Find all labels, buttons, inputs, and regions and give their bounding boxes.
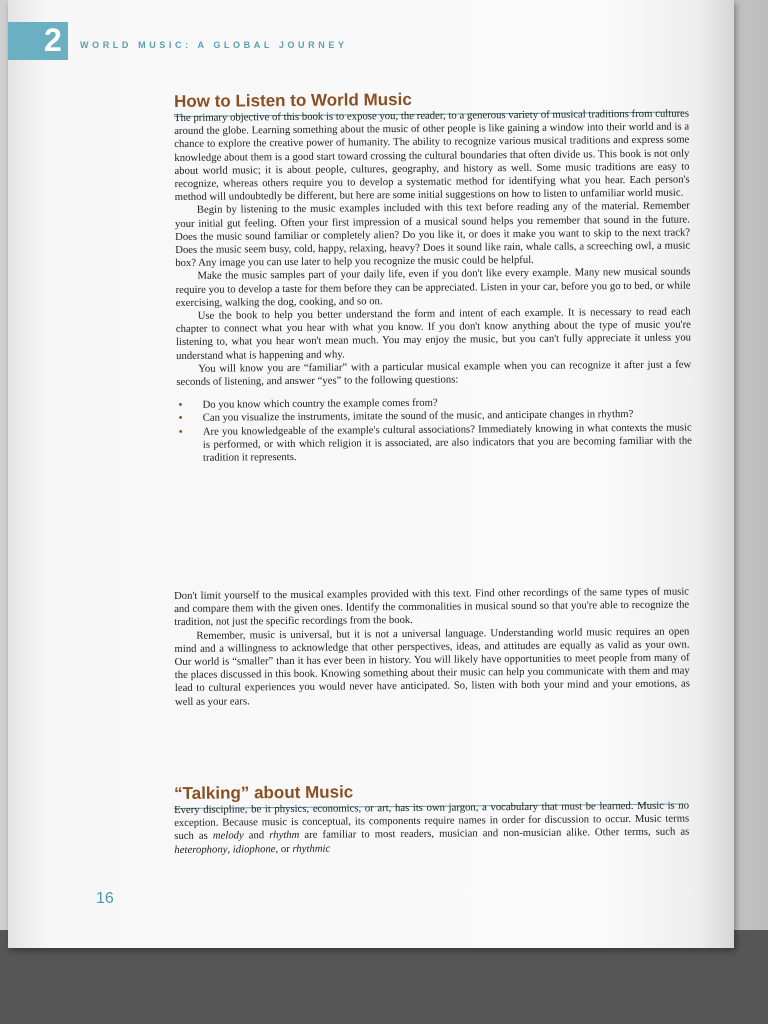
text-run: and [243, 829, 270, 842]
section-body-listen [174, 108, 692, 478]
text-run: are familiar to most readers, musician and non-musician alike. Other terms, such as [299, 825, 690, 842]
term-melody: melody [212, 829, 244, 843]
body-paragraph: Begin by listening to the music examples included with this text before reading any of the material. Remember your initial gut feeling. Often your first impression of a musical sound helps you remember that sound in the future. Does the music sound familiar or completely alien? Do you like it, or does it make you want to skip to the next track? Does the music seem busy, cold, happy, relaxing, heavy? Does it sound like rain, whale calls, a screeching owl, a music box? Any image you can use later to help you recognize the music could be helpful. [174, 199, 691, 270]
body-paragraph: Don't limit yourself to the musical examples provided with this text. Find other recordings of the same types of music and compare them with the given ones. Identify the commonalities in musical sound so that you're able to recognize the tradition, not just the specific recordings from the book. [174, 585, 690, 629]
bullet-icon: • [178, 425, 183, 438]
section-heading-talking: “Talking” about Music [174, 780, 684, 809]
section-body-talking [174, 800, 689, 857]
chapter-number: 2 [44, 22, 62, 58]
list-item [177, 421, 692, 465]
term-idiophone: idiophone [232, 842, 276, 856]
term-heterophony: heterophony [174, 843, 228, 856]
body-paragraph [174, 800, 689, 857]
running-head-title: WORLD MUSIC: A GLOBAL JOURNEY [80, 40, 348, 50]
section-body-listen-continued [174, 586, 690, 709]
term-rhythm: rhythm [269, 829, 300, 842]
text-run: , [227, 843, 233, 856]
question-list [177, 395, 693, 466]
list-item-text: Can you visualize the instruments, imitate the sound of the music, and anticipate changes in rhythm? [202, 408, 634, 425]
body-paragraph: The primary objective of this book is to expose you, the reader, to a generous variety of musical traditions from cultures around the globe. Learning something about the music of other people is like gaining a window into their world and is a chance to explore the creative power of humanity. The ability to recognize various musical traditions and express some knowledge about them is a good start toward crossing the cultural boundaries that often divide us. This book is not only about world music; it is about people, cultures, geography, and history as well. Some music traditions are easy to recognize, whereas others require you to develop a systematic method for identifying what you hear. Each person's method will undoubtedly be different, but here are some initial suggestions on how to listen to unfamiliar world music. [174, 107, 690, 204]
list-item-text: Are you knowledgeable of the example's cultural associations? Immediately knowing in what contexts the music is performed, or with which religion it is associated, are also indicators that you are becoming familiar with the tradition it represents. [202, 421, 692, 464]
text-run: , or [275, 842, 293, 855]
book-page [8, 0, 734, 948]
section-heading-listen: How to Listen to World Music [174, 88, 684, 117]
list-item-text: Do you know which country the example comes from? [202, 396, 438, 412]
body-paragraph: Remember, music is universal, but it is not a universal language. Understanding world music requires an open mind and a willingness to acknowledge that other perspectives, ideas, and attitudes are equally as valid as your own. Our world is “smaller” than it has ever been in history. You will likely have opportunities to meet people from many of the places discussed in this book. Knowing something about their music can help you communicate with them and may lead to cultural experiences you would never have anticipated. So, listen with both your mind and your emotions, as well as your ears. [174, 625, 690, 708]
body-paragraph: Use the book to help you better understand the form and intent of each example. It is necessary to read each chapter to connect what you hear with what you know. If you don't know anything about the type of music you're listening to, what you hear won't mean much. You may enjoy the music, but you can't fully appreciate it unless you understand what is happening and why. [175, 305, 692, 362]
term-rhythmic: rhythmic [292, 842, 331, 855]
body-paragraph: You will know you are “familiar” with a particular musical example when you can recognize it after just a few seconds of listening, and answer “yes” to the following questions: [176, 358, 692, 389]
bullet-icon: • [178, 399, 183, 412]
bullet-icon: • [178, 412, 183, 425]
text-run: Every discipline, be it physics, economics, or art, has its own jargon, a vocabulary that must be learned. Music is no exception. Because music is conceptual, its components require names in order for discussion to occur. Music terms such as [174, 799, 690, 843]
body-paragraph: Make the music samples part of your daily life, even if you don't like every example. Many new musical sounds require you to develop a taste for them before they can be appreciated. Listen in your car, before you go to bed, or while exercising, walking the dog, cooking, and so on. [175, 265, 691, 309]
page-number: 16 [96, 890, 114, 907]
